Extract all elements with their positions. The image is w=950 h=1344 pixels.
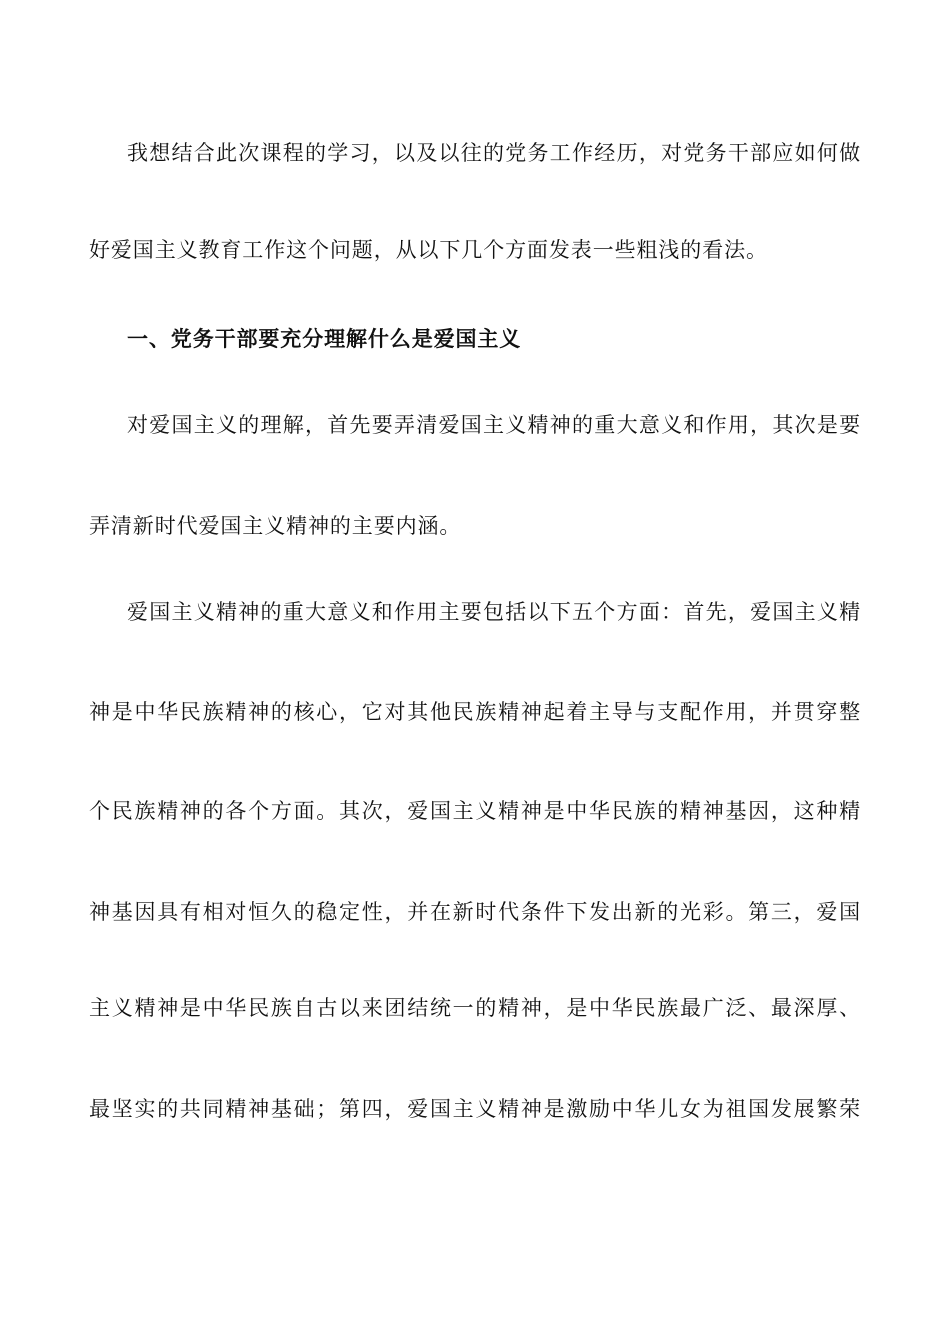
paragraph-3-line-3: 个民族精神的各个方面。其次，爱国主义精神是中华民族的精神基因，这种精: [89, 799, 861, 823]
paragraph-3-line-1: 爱国主义精神的重大意义和作用主要包括以下五个方面：首先，爱国主义精: [127, 600, 861, 624]
paragraph-3-line-2: 神是中华民族精神的核心，它对其他民族精神起着主导与支配作用，并贯穿整: [89, 700, 861, 724]
paragraph-3-line-5: 主义精神是中华民族自古以来团结统一的精神，是中华民族最广泛、最深厚、: [89, 996, 861, 1020]
paragraph-3-line-4: 神基因具有相对恒久的稳定性，并在新时代条件下发出新的光彩。第三，爱国: [89, 900, 861, 924]
paragraph-2-line-1: 对爱国主义的理解，首先要弄清爱国主义精神的重大意义和作用，其次是要: [127, 413, 861, 437]
paragraph-3-line-6: 最坚实的共同精神基础；第四，爱国主义精神是激励中华儿女为祖国发展繁荣: [89, 1097, 861, 1121]
paragraph-1-line-2: 好爱国主义教育工作这个问题，从以下几个方面发表一些粗浅的看法。: [89, 238, 768, 262]
paragraph-2-line-2: 弄清新时代爱国主义精神的主要内涵。: [89, 514, 462, 538]
section-heading: 一、党务干部要充分理解什么是爱国主义: [127, 326, 522, 351]
paragraph-1-line-1: 我想结合此次课程的学习，以及以往的党务工作经历，对党务干部应如何做: [127, 141, 861, 165]
